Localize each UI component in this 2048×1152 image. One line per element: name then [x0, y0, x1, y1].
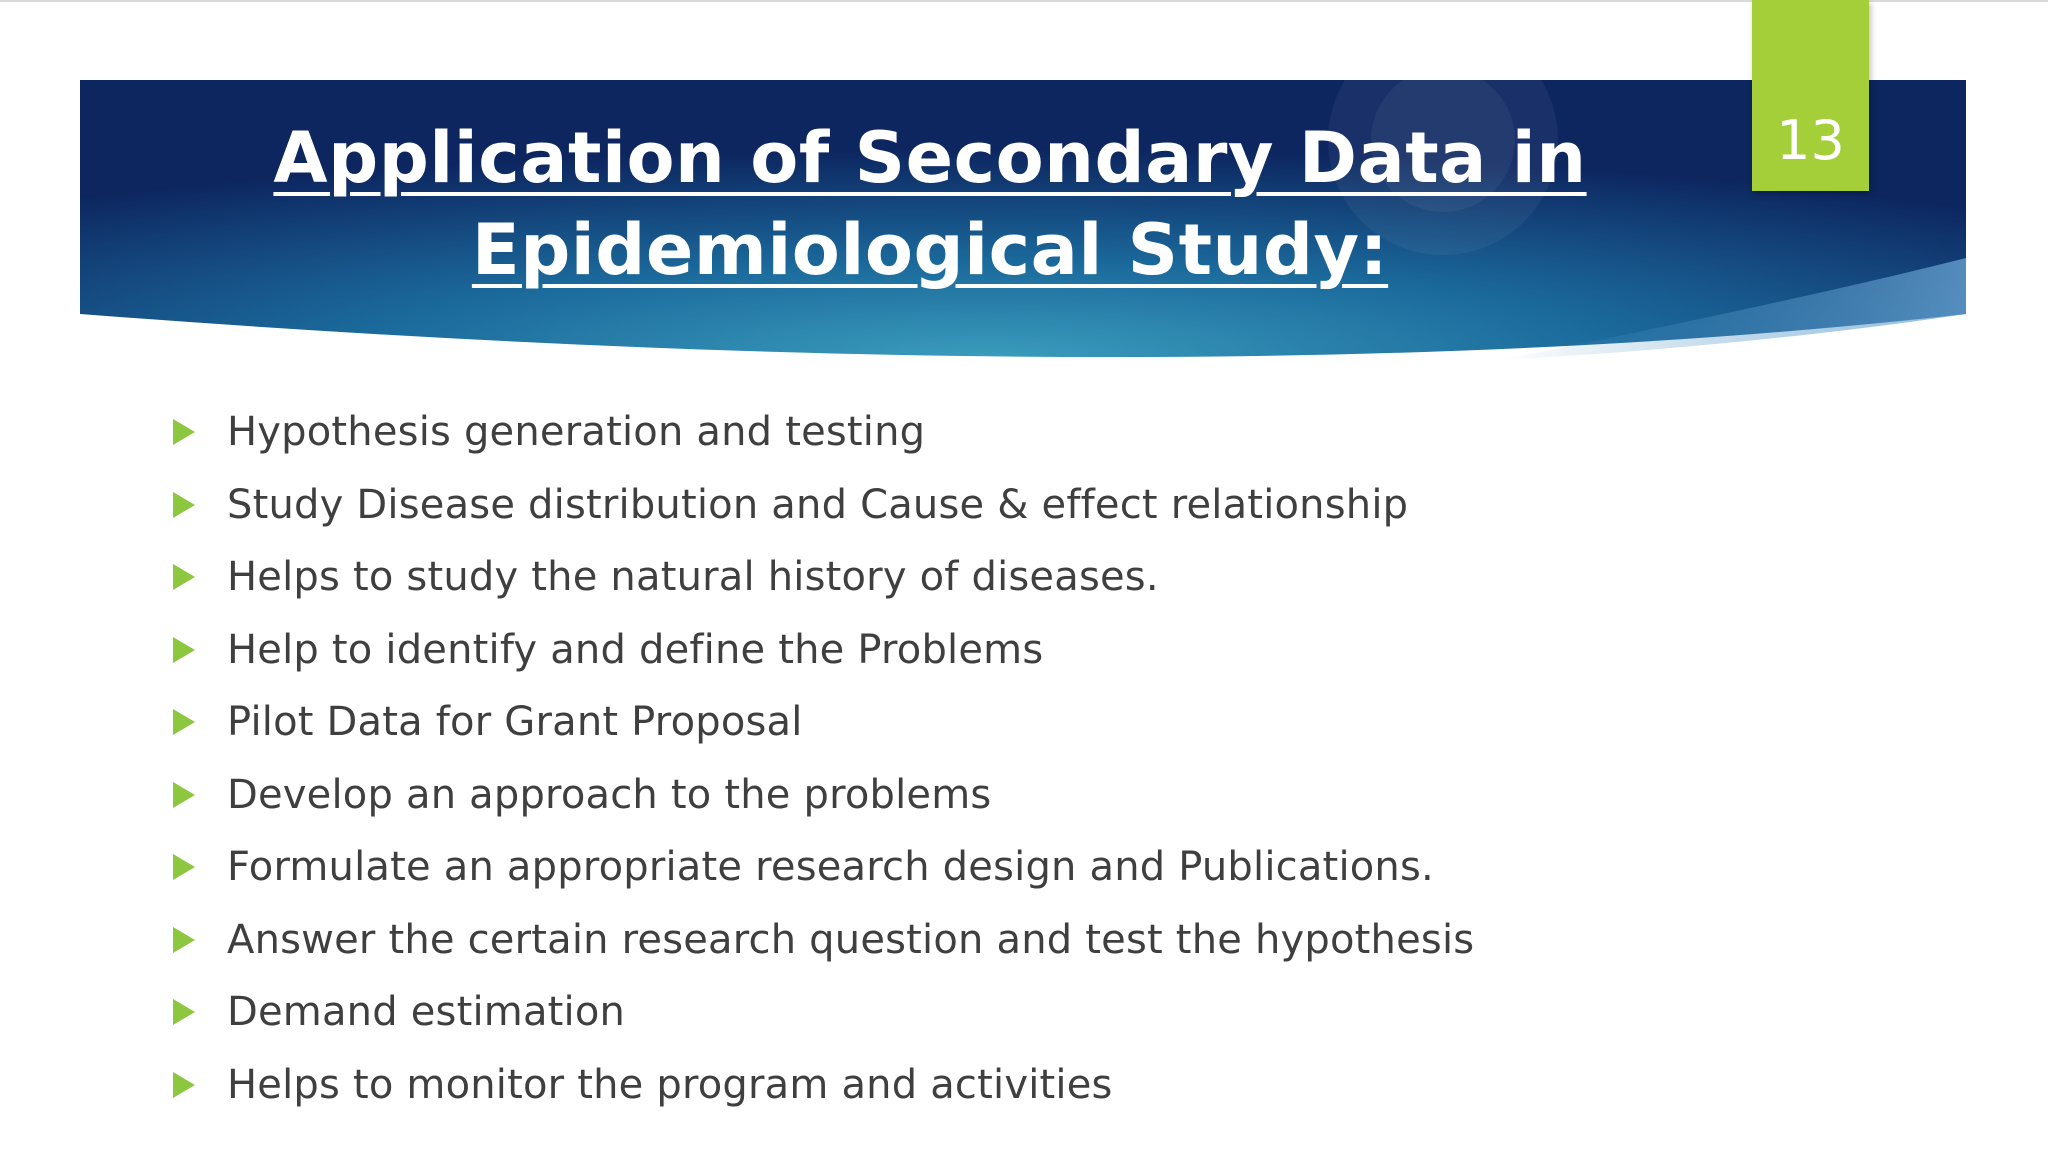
bullet-text: Pilot Data for Grant Proposal — [227, 699, 803, 746]
list-item — [170, 759, 1474, 832]
triangle-bullet-icon — [173, 999, 195, 1025]
bullet-text: Develop an approach to the problems — [227, 771, 992, 818]
title-line-2: Epidemiological Study: — [471, 209, 1389, 291]
bullet-list — [170, 396, 1474, 1121]
list-item — [170, 396, 1474, 469]
triangle-bullet-icon — [173, 419, 195, 445]
triangle-bullet-icon — [173, 709, 195, 735]
bullet-text: Helps to study the natural history of diseases. — [227, 554, 1159, 601]
list-item — [170, 614, 1474, 687]
bullet-text: Answer the certain research question and test the hypothesis — [227, 916, 1475, 963]
bullet-text: Study Disease distribution and Cause & effect relationship — [227, 481, 1409, 528]
bullet-text: Demand estimation — [227, 989, 626, 1036]
page-number: 13 — [1776, 109, 1845, 172]
bullet-text: Formulate an appropriate research design and Publications. — [227, 844, 1434, 891]
list-item — [170, 541, 1474, 614]
triangle-bullet-icon — [173, 782, 195, 808]
page-number-badge — [1752, 0, 1869, 191]
triangle-bullet-icon — [173, 927, 195, 953]
bullet-text: Hypothesis generation and testing — [227, 409, 926, 456]
triangle-bullet-icon — [173, 564, 195, 590]
list-item — [170, 1049, 1474, 1122]
bullet-text: Helps to monitor the program and activities — [227, 1061, 1113, 1108]
triangle-bullet-icon — [173, 492, 195, 518]
list-item — [170, 831, 1474, 904]
triangle-bullet-icon — [173, 1072, 195, 1098]
list-item — [170, 469, 1474, 542]
bullet-text: Help to identify and define the Problems — [227, 626, 1044, 673]
list-item — [170, 976, 1474, 1049]
list-item — [170, 686, 1474, 759]
slide-title — [180, 112, 1680, 296]
triangle-bullet-icon — [173, 854, 195, 880]
triangle-bullet-icon — [173, 637, 195, 663]
list-item — [170, 904, 1474, 977]
title-line-1: Application of Secondary Data in — [273, 117, 1587, 199]
